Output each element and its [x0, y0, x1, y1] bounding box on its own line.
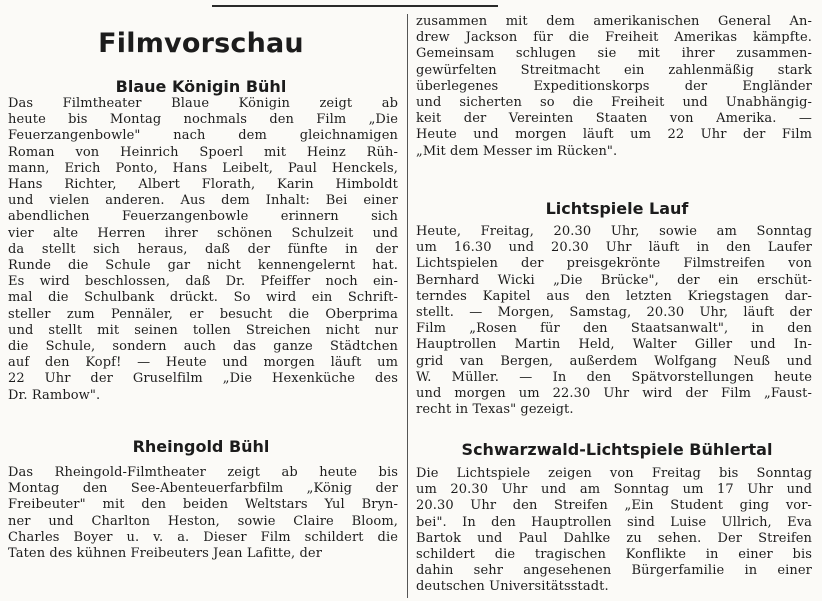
text-line: Die Lichtspiele zeigen von Freitag bis Sonntag: [416, 466, 812, 481]
text-line: Film „Rosen für den Staatsanwalt", in den: [416, 321, 812, 337]
text-line: Freibeuter" mit den beiden Weltstars Yul Bryn-: [8, 497, 398, 513]
section-title-blaue-koenigin: Blaue Königin Bühl: [115, 77, 287, 96]
text-line: vier alte Herren ihrer schönen Schulzeit und: [8, 225, 398, 241]
text-line: überlegenes Expeditionskorps der Engländer: [416, 78, 812, 94]
text-line: steller zum Pennäler, er besucht die Oberprima: [8, 306, 398, 322]
column-divider: [407, 14, 408, 598]
text-line: Montag den See-Abenteuerfarbfilm „König der: [8, 481, 398, 497]
text-line: Bernhard Wicki „Die Brücke", der ein erschüt-: [416, 272, 812, 288]
text-line: schildert die tragischen Konflikte in einer bis: [416, 547, 812, 563]
text-line: Bartok und Paul Dahlke zu sehen. Der Streifen: [416, 530, 812, 546]
text-line: ner und Charlton Heston, sowie Claire Bloom,: [8, 513, 398, 529]
text-line: „Mit dem Messer im Rücken".: [416, 143, 618, 159]
text-line: Es wird beschlossen, daß Dr. Pfeiffer noch ein-: [8, 274, 398, 290]
text-line: Das Filmtheater Blaue Königin zeigt ab: [8, 96, 398, 111]
text-line: Heute und morgen läuft um 22 Uhr der Film: [416, 127, 812, 143]
section-title-schwarzwald: Schwarzwald-Lichtspiele Bühlertal: [461, 440, 773, 459]
text-line: Lichtspielen der preisgekrönte Filmstreifen von: [416, 256, 812, 272]
text-line: und sicherten so die Freiheit und Unabhängig-: [416, 95, 812, 111]
text-line: 20.30 Uhr den Streifen „Ein Student ging vor-: [416, 498, 812, 514]
text-line: Roman von Heinrich Spoerl mit Heinz Rüh-: [8, 144, 398, 160]
article-rheingold-continued: [416, 14, 812, 160]
text-line: da stellt sich heraus, daß der fünfte in der: [8, 241, 398, 257]
text-line: 22 Uhr der Gruselfilm „Die Hexenküche des: [8, 371, 398, 387]
text-line: Das Rheingold-Filmtheater zeigt ab heute bis: [8, 465, 398, 480]
text-line: recht in Texas" gezeigt.: [416, 402, 574, 418]
article-rheingold: [8, 465, 398, 562]
text-line: deutschen Universitätsstadt.: [416, 579, 609, 595]
text-line: und stellt mit seinen tollen Streichen nicht nur: [8, 322, 398, 338]
text-line: W. Müller. — In den Spätvorstellungen heute: [416, 369, 812, 385]
text-line: Feuerzangenbowle" nach dem gleichnamigen: [8, 128, 398, 144]
text-line: die Schule, sondern auch das ganze Städtchen: [8, 339, 398, 355]
text-line: keit der Vereinten Staaten von Amerika. —: [416, 111, 812, 127]
text-line: dahin sehr angesehenen Bürgerfamilie in einer: [416, 563, 812, 579]
top-rule: [212, 5, 498, 7]
text-line: bei". In den Hauptrollen sind Luise Ullrich, Eva: [416, 514, 812, 530]
text-line: Heute, Freitag, 20.30 Uhr, sowie am Sonntag: [416, 224, 812, 239]
text-line: und vielen anderen. Aus dem Inhalt: Bei einer: [8, 193, 398, 209]
text-line: um 16.30 und 20.30 Uhr läuft in den Laufer: [416, 240, 812, 256]
text-line: um 20.30 Uhr und am Sonntag um 17 Uhr und: [416, 482, 812, 498]
article-blaue-koenigin: [8, 96, 398, 404]
text-line: Hans Richter, Albert Florath, Karin Himboldt: [8, 177, 398, 193]
text-line: abendlichen Feuerzangenbowle erinnern sich: [8, 209, 398, 225]
text-line: und morgen um 22.30 Uhr wird der Film „Faust-: [416, 386, 812, 402]
section-title-lichtspiele-lauf: Lichtspiele Lauf: [545, 199, 689, 218]
text-line: Runde die Schule gar nicht kennengelernt hat.: [8, 258, 398, 274]
text-line: Dr. Rambow".: [8, 387, 101, 403]
text-line: gewürfelten Streitmacht ein zahlenmäßig stark: [416, 62, 812, 78]
text-line: auf den Kopf! — Heute und morgen läuft um: [8, 355, 398, 371]
text-line: stellt. — Morgen, Samstag, 20.30 Uhr, läuft der: [416, 305, 812, 321]
article-lichtspiele-lauf: [416, 224, 812, 418]
page-title: Filmvorschau: [98, 28, 304, 59]
text-line: mal die Schulbank drückt. So wird ein Schrift-: [8, 290, 398, 306]
text-line: heute bis Montag nochmals den Film „Die: [8, 112, 398, 128]
text-line: zusammen mit dem amerikanischen General An-: [416, 14, 812, 29]
article-schwarzwald: [416, 466, 812, 596]
section-title-rheingold: Rheingold Bühl: [132, 437, 270, 456]
text-line: mann, Erich Ponto, Hans Leibelt, Paul Henckels,: [8, 160, 398, 176]
text-line: drew Jackson für die Freiheit Amerikas kämpfte.: [416, 30, 812, 46]
text-line: Hauptrollen Martin Held, Walter Giller und In-: [416, 337, 812, 353]
text-line: Taten des kühnen Freibeuters Jean Lafitte, der: [8, 546, 323, 562]
text-line: Gemeinsam schlugen sie mit ihrer zusammen-: [416, 46, 812, 62]
text-line: grid van Bergen, außerdem Wolfgang Neuß und: [416, 353, 812, 369]
text-line: Charles Boyer u. v. a. Dieser Film schildert die: [8, 529, 398, 545]
text-line: terndes Kapitel aus den letzten Kriegstagen dar-: [416, 288, 812, 304]
